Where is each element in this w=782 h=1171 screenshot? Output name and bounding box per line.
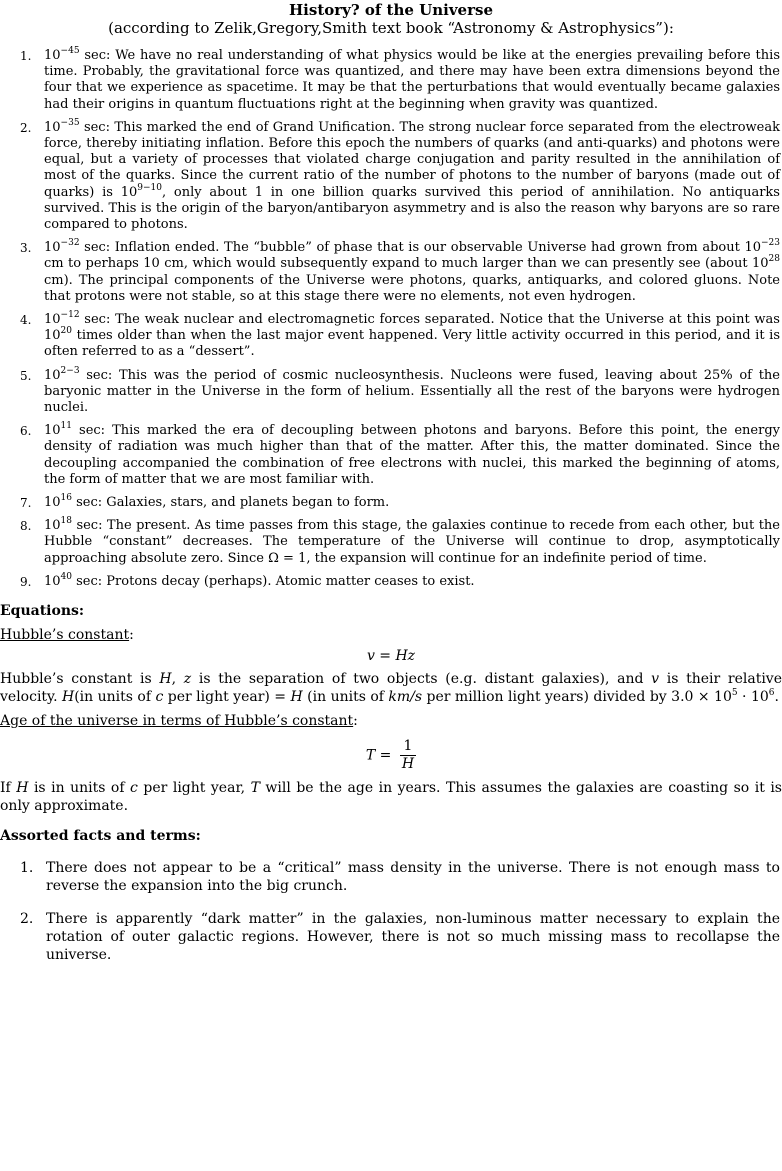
list-item-number: 7. [20,496,32,511]
page-subtitle: (according to Zelik,Gregory,Smith text book “Astronomy & Astrophysics”): [108,19,674,37]
list-item-number: 5. [20,368,32,383]
hubble-label: Hubble’s constant: [0,627,134,644]
age-label: Age of the universe in terms of Hubble’s constant: [0,713,358,730]
list-item-number: 2. [20,120,32,135]
list-item-number: 9. [20,574,32,589]
fraction: $\frac{1}{H}$ [401,738,415,773]
list-item: 8. $10^{18}$ sec: The present. As time passes from this stage, the galaxies continue to recede from each other, but the Hubble “constant” decreases. The temperature of the Universe will continue to drop, asymptotically approaching absolute zero. Since Ω = 1, the expansion will continue for an indefinite period of time. [20,516,780,566]
list-item: 2. There is apparently “dark matter” in the galaxies, non-luminous matter necessary to explain the rotation of outer galactic regions. However, there is not so much missing mass to recollapse the universe. [20,911,780,964]
list-item: 9. $10^{40}$ sec: Protons decay (perhaps). Atomic matter ceases to exist. [20,571,475,589]
age-description: If H is in units of c per light year, T will be the age in years. This assumes the galaxies are coasting so it is only approximate. [0,780,782,815]
hubble-description: Hubble’s constant is H, z is the separation of two objects (e.g. distant galaxies), and v is their relative velocity. H(in units of c per light year) = H (in units of km/s per million light years) divided by $3.0 \times 10^5 \cdot 10^6$. [0,671,782,706]
list-item: 3. $10^{-32}$ sec: Inflation ended. The “bubble” of phase that is our observable Universe had grown from about $10^{-23}$ cm to perhaps 10 cm, which would subsequently expand to much larger than we can presently see (about $10^{28}$ cm). The principal components of the Universe were photons, quarks, antiquarks, and colored gluons. Note that protons were not stable, so at this stage there were no elements, not even hydrogen. [20,238,780,304]
list-item-number: 6. [20,424,32,439]
list-item: 1. $10^{-45}$ sec: We have no real understanding of what physics would be like at the energies prevailing before this time. Probably, the gravitational force was quantized, and there may have been extra dimensions beyond the four that we experience as spacetime. It may be that the perturbations that would eventually became galaxies had their origins in quantum fluctuations right at the beginning when gravity was quantized. [20,46,780,112]
age-equation: T = $\frac{1}{H}$ [365,738,415,773]
list-item-number: 1. [20,49,32,63]
facts-heading: Assorted facts and terms: [0,828,201,845]
list-item-number: 3. [20,241,32,256]
list-item: 4. $10^{-12}$ sec: The weak nuclear and electromagnetic forces separated. Notice that the Universe at this point was $10^{20}$ times older than when the last major event happened. Very little activity occurred in this period, and it is often referred to as a “dessert”. [20,310,780,360]
list-item-number: 4. [20,313,32,328]
list-item-number: 2. [20,911,34,928]
list-item-number: 1. [20,860,34,877]
facts-list [0,859,782,964]
list-item: 5. $10^{2-3}$ sec: This was the period of cosmic nucleosynthesis. Nucleons were fused, leaving about 25% of the baryonic matter in the Universe in the form of helium. Essentially all the rest of the baryons were hydrogen nuclei. [20,365,780,416]
page-title: History? of the Universe [289,1,493,19]
history-list [0,48,782,590]
equations-heading: Equations: [0,603,85,620]
list-item: 1. There does not appear to be a “critical” mass density in the universe. There is not enough mass to reverse the expansion into the big crunch. [20,860,780,895]
list-item-number: 8. [20,519,32,534]
list-item: 6. $10^{11}$ sec: This marked the era of decoupling between photons and baryons. Before this point, the energy density of radiation was much higher than that of the matter. After this, the matter dominated. Since the decoupling accompanied the combination of free electrons with nuclei, this marked the beginning of atoms, the form of matter that we are most familiar with. [20,421,780,487]
list-item: 7. $10^{16}$ sec: Galaxies, stars, and planets began to form. [20,493,390,511]
list-item: 2. $10^{-35}$ sec: This marked the end of Grand Unification. The strong nuclear force separated from the electroweak force, thereby initiating inflation. Before this epoch the numbers of quarks (and anti-quarks) and photons were equal, but a variety of processes that violated charge conjugation and parity resulted in the annihilation of most of the quarks. Since the current ratio of the number of photons to the number of baryons (made out of quarks) is $10^{9-10}$, only about 1 in one billion quarks survived this period of annihilation. No antiquarks survived. This is the origin of the baryon/antibaryon asymmetry and is also the reason why baryons are so rare compared to photons. [20,117,780,233]
hubble-equation: v = Hz [366,648,416,665]
